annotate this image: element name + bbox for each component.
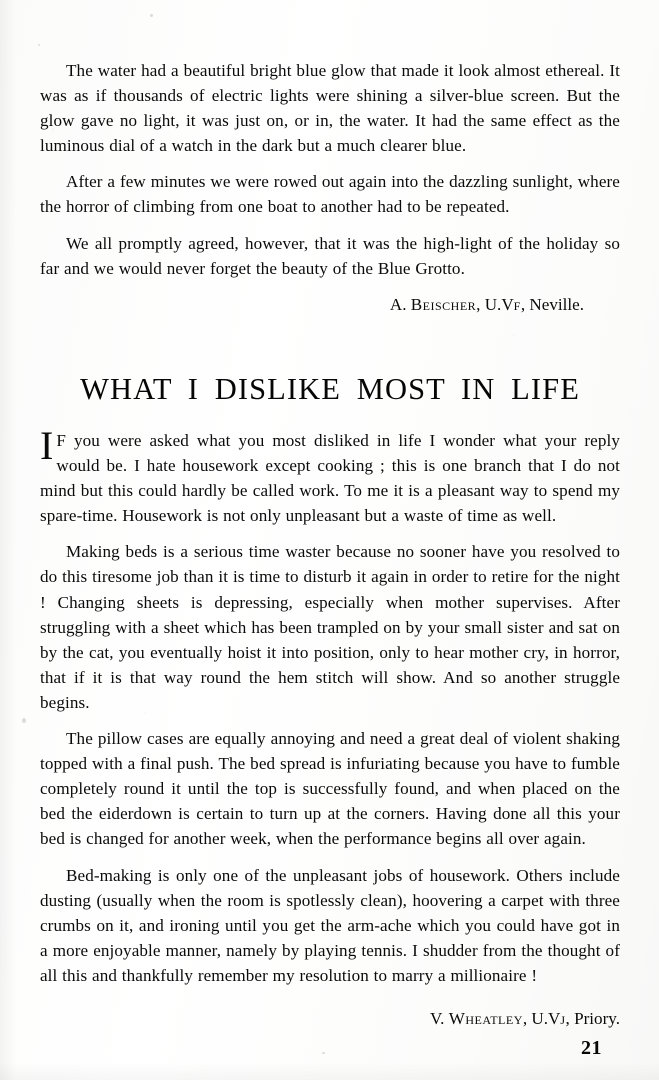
paragraph-spacer [40,528,620,539]
paragraph-spacer [40,158,620,169]
byline-initial: V. [430,1009,449,1028]
paragraph-with-dropcap [40,423,620,528]
article-what-i-dislike-most-in-life [40,423,620,988]
page-content [40,0,620,1080]
byline-house: , Priory. [565,1009,620,1028]
byline-form-prefix: , U.V [522,1009,561,1028]
paragraph: Bed-making is only one of the unpleasant jobs of housework. Others include dusting (usually when the room is spotlessly clean), hoovering a carpet with three crumbs on it, and ironing until you get the arm-ache which you could have got in a more enjoyable manner, namely by playing tennis. I shudder from the thought of all this and thankfully remember my resolution to marry a millionaire ! [40,865,620,985]
paragraph: The pillow cases are equally annoying and need a great deal of violent shaking topped with a final push. The bed spread is infuriating because you have to fumble completely round it until the top is successfully found, and when placed on the bed the eiderdown is certain to turn up at the corners. Having done all this your bed is changed for another week, when the performance begins all over again. [40,729,620,849]
byline-form: j [560,1009,566,1028]
byline-initial: A. [389,294,411,314]
drop-cap: I [40,423,54,468]
byline-form-prefix: , U.V [476,294,514,314]
article-byline [40,292,620,317]
paragraph-spacer [40,715,620,726]
byline-house: , Neville. [520,294,584,314]
paragraph-spacer [40,281,620,292]
paragraph: Making beds is a serious time waster because no sooner have you resolved to do this tiresome job than it is time to disturb it again in order to retire for the night ! Changing sheets is depressing, especially when mother supervises. After struggling with a sheet which has been trampled on by your small sister and sat on by the cat, you eventually hoist it into position, only to hear mother cry, in horror, that if it is that way round the hem stitch will show. And so another struggle begins. [40,542,620,712]
article-blue-grotto [40,58,620,317]
paragraph-spacer [40,220,620,231]
byline-form: f [513,294,521,314]
paragraph-text: you were asked what you most disliked in life I wonder what your reply would be. I hate housework except cooking ; this is one branch that I do not mind but this could hardly be called work. To me it is a pleasant way to spend my spare-time. Housework is not only unpleasant but a waste of time as well. [40,431,620,526]
page-title: WHAT I DISLIKE MOST IN LIFE [80,372,580,406]
paragraph: We all promptly agreed, however, that it was the high-light of the holiday so far and we would never forget the beauty of the Blue Grotto. [40,233,620,278]
article-byline [40,1006,638,1031]
paragraph-spacer [40,852,620,863]
dropcap-rest: F [56,431,67,450]
paragraph: After a few minutes we were rowed out again into the dazzling sunlight, where the horror of climbing from one boat to another had to be repeated. [40,172,620,217]
paragraph: The water had a beautiful bright blue glow that made it look almost ethereal. It was as if thousands of electric lights were shining a silver-blue screen. But the glow gave no light, it was just on, or in, the water. It had the same effect as the luminous dial of a watch in the dark but a much clearer blue. [40,61,620,156]
byline-surname: Beischer [410,294,477,314]
byline-surname: Wheatley [448,1009,523,1028]
page-number: 21 [581,1037,602,1059]
